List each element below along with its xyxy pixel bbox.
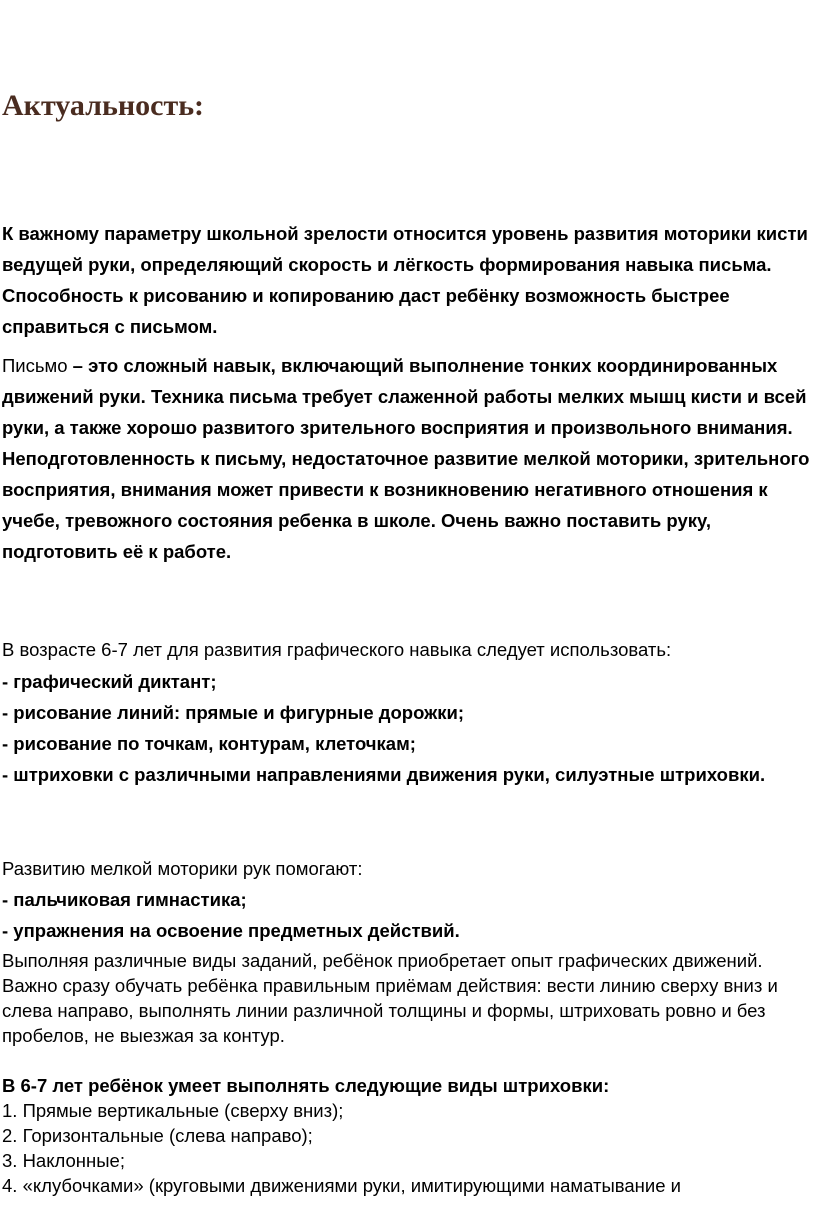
intro-paragraph: К важному параметру школьной зрелости относится уровень развития моторики кисти ведущей руки, определяющий скорость и лёгкость формирования навыка письма. Способность к рисованию и копированию даст ребёнку возможность быстрее справиться с письмом. <box>2 223 808 337</box>
shading-list-item: 4. «клубочками» (круговыми движениями руки, имитирующими наматывание и <box>2 1175 681 1196</box>
writing-paragraph <box>2 350 814 567</box>
graphics-list-item: - рисование линий: прямые и фигурные дорожки; <box>2 702 465 723</box>
page-title: Актуальность: <box>2 89 205 122</box>
shading-list-item: 1. Прямые вертикальные (сверху вниз); <box>2 1100 344 1121</box>
writing-term: Письмо <box>2 355 68 376</box>
shading-title: В 6-7 лет ребёнок умеет выполнять следующие виды штриховки: <box>2 1075 610 1096</box>
motor-list-item: - пальчиковая гимнастика; <box>2 889 247 910</box>
motor-list-item: - упражнения на освоение предметных действий. <box>2 920 460 941</box>
graphics-intro: В возрасте 6-7 лет для развития графического навыка следует использовать: <box>2 639 672 660</box>
tasks-paragraph: Выполняя различные виды заданий, ребёнок приобретает опыт графических движений. Важно сразу обучать ребёнка правильным приёмам действия: вести линию сверху вниз и слева направо, выполнять линии различной толщины и формы, штриховать ровно и без пробелов, не выезжая за контур. <box>2 950 778 1046</box>
shading-list-item: 3. Наклонные; <box>2 1150 125 1171</box>
graphics-list-item: - рисование по точкам, контурам, клеточкам; <box>2 733 416 754</box>
graphics-list-item: - штриховки с различными направлениями движения руки, силуэтные штриховки. <box>2 764 766 785</box>
writing-text: – это сложный навык, включающий выполнение тонких координированных движений руки. Техника письма требует слаженной работы мелких мышц кисти и всей руки, а также хорошо развитого зрительного восприятия и произвольного внимания. Неподготовленность к письму, недостаточное развитие мелкой моторики, зрительного восприятия, внимания может привести к возникновению негативного отношения к учебе, тревожного состояния ребенка в школе. Очень важно поставить руку, подготовить её к работе. <box>2 355 810 562</box>
graphics-list-item: - графический диктант; <box>2 671 217 692</box>
motor-intro: Развитию мелкой моторики рук помогают: <box>2 858 363 879</box>
shading-list-item: 2. Горизонтальные (слева направо); <box>2 1125 313 1146</box>
